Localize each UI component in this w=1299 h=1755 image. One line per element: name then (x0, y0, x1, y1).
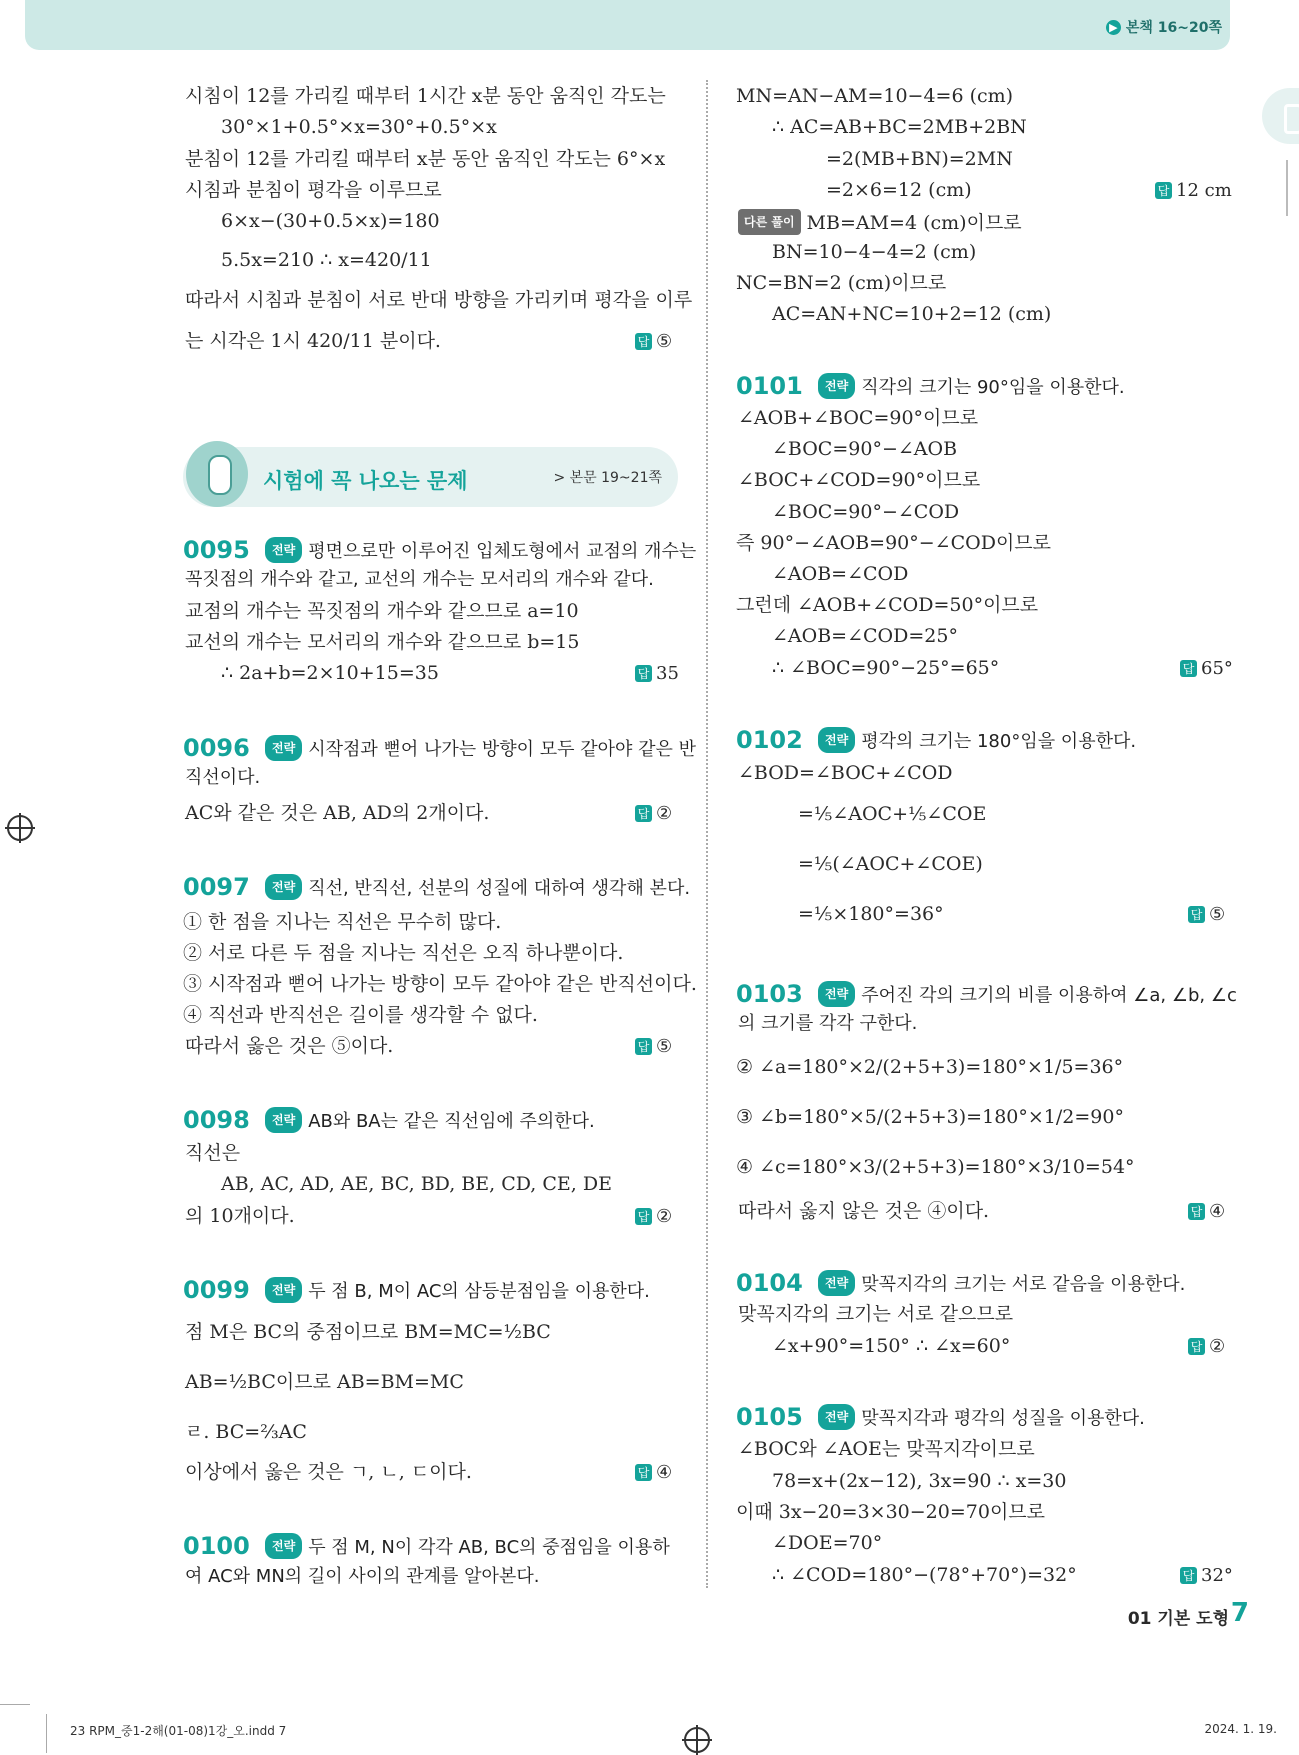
answer-badge: 답 (1180, 1567, 1197, 1584)
text-line: 시침과 분침이 평각을 이루므로 (185, 179, 442, 201)
section-ref: > 본문 19~21쪽 (553, 470, 662, 486)
top-header-bar (25, 0, 1230, 50)
answer: 답 65° (1180, 658, 1233, 679)
answer-badge: 답 (1188, 1338, 1205, 1355)
file-info: 23 RPM_중1-2해(01-08)1강_오.indd 7 (70, 1724, 287, 1738)
problem-number: 0105 (736, 1403, 803, 1431)
text-line: MN=AN−AM=10−4=6 (cm) (736, 85, 1014, 107)
text-line: AB=½BC이므로 AB=BM=MC (185, 1371, 464, 1393)
text-line: 30°×1+0.5°×x=30°+0.5°×x (221, 116, 497, 138)
text-line: ∴ ∠COD=180°−(78°+70°)=32° (772, 1564, 1077, 1586)
text-line: ∠AOB=∠COD=25° (772, 625, 958, 647)
strategy: 전략 직각의 크기는 90°임을 이용한다. (818, 373, 1125, 400)
text-line: 꼭짓점의 개수와 같고, 교선의 개수는 모서리의 개수와 같다. (185, 569, 654, 590)
text-line: BN=10−4−4=2 (cm) (772, 241, 977, 263)
strategy: 전략 두 점 M, N이 각각 AB, BC의 중점임을 이용하 (265, 1533, 670, 1560)
alternative-solution: 다른 풀이 MB=AM=4 (cm)이므로 (738, 209, 1022, 235)
mascot-icon (186, 441, 248, 507)
answer-badge: 답 (635, 665, 652, 682)
text-line: ① 한 점을 지나는 직선은 무수히 많다. (183, 911, 502, 933)
answer-badge: 답 (635, 1038, 652, 1055)
text-line: 따라서 옳지 않은 것은 ④이다. (738, 1200, 990, 1222)
registration-mark-icon (7, 815, 33, 841)
text-line: 이때 3x−20=3×30−20=70이므로 (736, 1501, 1046, 1523)
answer: 답 35 (635, 663, 679, 684)
answer-badge: 답 (635, 1464, 652, 1481)
text-line: ∴ 2a+b=2×10+15=35 (221, 662, 439, 684)
problem-number: 0104 (736, 1269, 803, 1297)
text-line: 점 M은 BC의 중점이므로 BM=MC=½BC (185, 1321, 551, 1343)
answer: 답 ④ (635, 1462, 672, 1483)
text-line: ∠BOC=90°−∠AOB (772, 438, 958, 460)
answer: 답 ⑤ (1188, 904, 1225, 925)
text-line: 여 AC와 MN의 길이 사이의 관계를 알아본다. (185, 1566, 540, 1587)
text-line: 시침이 12를 가리킬 때부터 1시간 x분 동안 움직인 각도는 (185, 85, 666, 107)
text-line: 는 시각은 1시 420/11 분이다. (185, 330, 441, 352)
text-line: 교선의 개수는 모서리의 개수와 같으므로 b=15 (185, 631, 580, 653)
text-line: ∠x+90°=150° ∴ ∠x=60° (772, 1335, 1011, 1357)
side-chapter-mark (1286, 160, 1298, 216)
text-line: 78=x+(2x−12), 3x=90 ∴ x=30 (772, 1470, 1067, 1492)
chapter-title: 01 기본 도형 (1127, 1609, 1229, 1629)
text-line: 교점의 개수는 꼭짓점의 개수와 같으므로 a=10 (185, 600, 579, 622)
answer: 답 ② (635, 1206, 672, 1227)
chevron-right-icon: ▶ (1106, 20, 1121, 35)
text-line: ③ ∠b=180°×5/(2+5+3)=180°×1/2=90° (736, 1106, 1124, 1128)
text-line: 5.5x=210 ∴ x=420/11 (221, 249, 432, 271)
text-line: 의 10개이다. (185, 1205, 295, 1227)
text-line: ④ ∠c=180°×3/(2+5+3)=180°×3/10=54° (736, 1156, 1135, 1178)
text-line: AC와 같은 것은 AB, AD의 2개이다. (185, 802, 490, 824)
strategy: 전략 시작점과 뻗어 나가는 방향이 모두 같아야 같은 반 (265, 735, 696, 762)
registration-mark-icon (684, 1727, 710, 1753)
text-line: 직선이다. (185, 767, 261, 788)
answer-badge: 답 (1180, 660, 1197, 677)
text-line: 분침이 12를 가리킬 때부터 x분 동안 움직인 각도는 6°×x (185, 148, 666, 170)
problem-number: 0098 (183, 1106, 250, 1134)
text-line: =⅕∠AOC+⅕∠COE (798, 803, 987, 825)
strategy: 전략 두 점 B, M이 AC의 삼등분점임을 이용한다. (265, 1277, 650, 1304)
text-line: =2(MB+BN)=2MN (826, 148, 1013, 170)
text-line: 그런데 ∠AOB+∠COD=50°이므로 (736, 594, 1039, 616)
text-line: ∴ AC=AB+BC=2MB+2BN (772, 116, 1027, 138)
text-line: =⅕×180°=36° (798, 903, 944, 925)
text-line: ∠AOB=∠COD (772, 563, 909, 585)
strategy: 전략 평면으로만 이루어진 입체도형에서 교점의 개수는 (265, 537, 696, 564)
text-line: ∠BOC=90°−∠COD (772, 501, 960, 523)
text-line: 맞꼭지각의 크기는 서로 같으므로 (738, 1303, 1014, 1325)
section-banner (183, 447, 678, 507)
section-title: 시험에 꼭 나오는 문제 (263, 469, 468, 493)
answer: 답 ② (1188, 1336, 1225, 1357)
text-line: 이상에서 옳은 것은 ㄱ, ㄴ, ㄷ이다. (185, 1461, 472, 1483)
answer-badge: 답 (635, 805, 652, 822)
text-line: 6×x−(30+0.5×x)=180 (221, 210, 440, 232)
text-line: NC=BN=2 (cm)이므로 (736, 272, 947, 294)
answer: 답 ⑤ (635, 331, 672, 352)
text-line: =⅕(∠AOC+∠COE) (798, 853, 983, 875)
problem-number: 0101 (736, 372, 803, 400)
answer: 답 12 cm (1155, 180, 1232, 201)
problem-number: 0095 (183, 536, 250, 564)
text-line: 의 크기를 각각 구한다. (738, 1013, 918, 1034)
text-line: ② ∠a=180°×2/(2+5+3)=180°×1/5=36° (736, 1056, 1124, 1078)
crop-line (46, 1714, 47, 1753)
answer-badge: 답 (1188, 906, 1205, 923)
page-number: 7 (1230, 1598, 1249, 1628)
chapter-side-tab (1262, 88, 1299, 144)
text-line: ② 서로 다른 두 점을 지나는 직선은 오직 하나뿐이다. (183, 942, 624, 964)
problem-number: 0097 (183, 873, 250, 901)
column-divider (706, 80, 708, 1588)
strategy: 전략 평각의 크기는 180°임을 이용한다. (818, 727, 1136, 754)
print-date: 2024. 1. 19. (1204, 1722, 1277, 1736)
answer: 답 32° (1180, 1565, 1233, 1586)
text-line: ∠BOC와 ∠AOE는 맞꼭지각이므로 (738, 1438, 1035, 1460)
strategy: 전략 맞꼭지각의 크기는 서로 같음을 이용한다. (818, 1270, 1185, 1297)
crop-line (0, 1704, 30, 1705)
text-line: ∴ ∠BOC=90°−25°=65° (772, 657, 1000, 679)
text-line: AB, AC, AD, AE, BC, BD, BE, CD, CE, DE (221, 1173, 612, 1195)
text-line: ㄹ. BC=⅔AC (185, 1421, 307, 1443)
strategy: 전략 맞꼭지각과 평각의 성질을 이용한다. (818, 1404, 1145, 1431)
text-line: 즉 90°−∠AOB=90°−∠COD이므로 (736, 532, 1052, 554)
problem-number: 0099 (183, 1276, 250, 1304)
text-line: 직선은 (185, 1142, 241, 1164)
problem-number: 0100 (183, 1532, 250, 1560)
text-line: ∠BOD=∠BOC+∠COD (738, 762, 953, 784)
text-line: =2×6=12 (cm) (826, 179, 972, 201)
text-line: 따라서 옳은 것은 ⑤이다. (185, 1035, 394, 1057)
answer-badge: 답 (1155, 182, 1172, 199)
text-line: ∠BOC+∠COD=90°이므로 (738, 469, 981, 491)
problem-number: 0096 (183, 734, 250, 762)
text-line: ∠DOE=70° (772, 1532, 883, 1554)
answer-badge: 답 (1188, 1203, 1205, 1220)
problem-number: 0102 (736, 726, 803, 754)
text-line: 따라서 시침과 분침이 서로 반대 방향을 가리키며 평각을 이루 (185, 289, 693, 311)
problem-number: 0103 (736, 980, 803, 1008)
strategy: 전략 직선, 반직선, 선분의 성질에 대하여 생각해 본다. (265, 874, 690, 901)
section-reference: ▶ 본책 16~20쪽 (1106, 17, 1222, 37)
answer-badge: 답 (635, 333, 652, 350)
text-line: AC=AN+NC=10+2=12 (cm) (772, 303, 1052, 325)
text-line: ④ 직선과 반직선은 길이를 생각할 수 없다. (183, 1004, 538, 1026)
text-line: ∠AOB+∠BOC=90°이므로 (738, 407, 979, 429)
answer: 답 ⑤ (635, 1036, 672, 1057)
text-line: ③ 시작점과 뻗어 나가는 방향이 모두 같아야 같은 반직선이다. (183, 973, 697, 995)
answer: 답 ④ (1188, 1201, 1225, 1222)
strategy: 전략 주어진 각의 크기의 비를 이용하여 ∠a, ∠b, ∠c (818, 981, 1237, 1008)
answer: 답 ② (635, 803, 672, 824)
strategy: 전략 AB와 BA는 같은 직선임에 주의한다. (265, 1107, 595, 1134)
answer-badge: 답 (635, 1208, 652, 1225)
